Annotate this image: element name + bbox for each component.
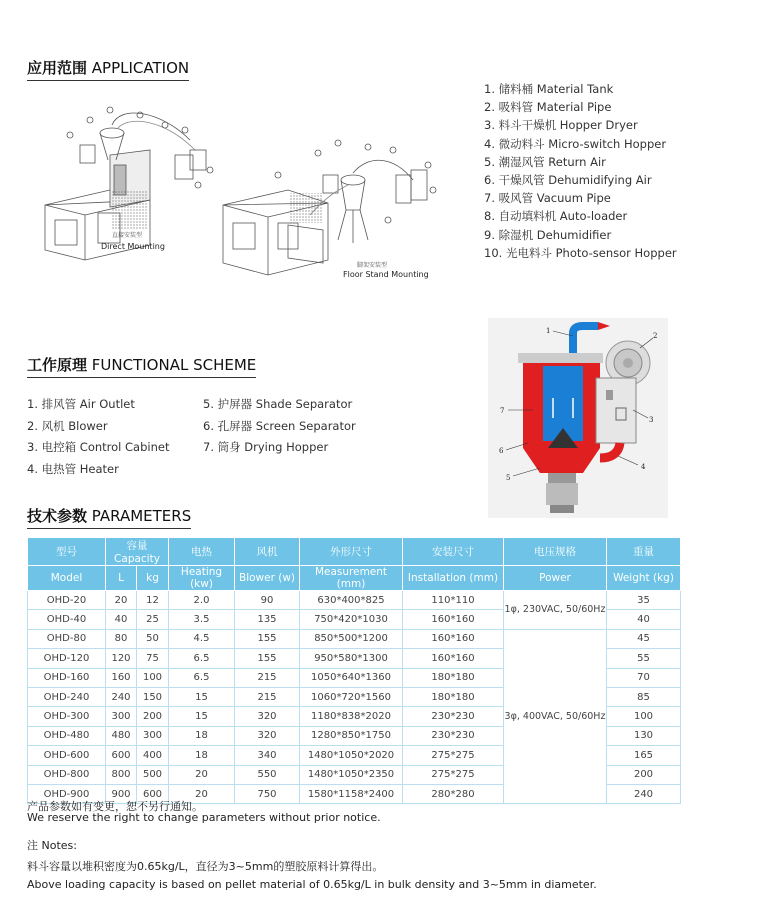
table-cell: 80 — [106, 629, 137, 648]
table-row — [28, 629, 681, 648]
power-cell: 1φ, 230VAC, 50/60Hz — [504, 591, 607, 630]
table-cell: 70 — [607, 668, 681, 687]
table-cell: 180*180 — [403, 687, 504, 706]
table-cell: OHD-800 — [28, 765, 106, 784]
functional-legend-left — [27, 394, 169, 480]
column-header: Heating (kw) — [169, 566, 235, 591]
notes-title: 注 Notes: — [27, 839, 77, 852]
table-cell: 600 — [106, 746, 137, 765]
table-cell: 155 — [235, 649, 300, 668]
table-cell: 50 — [137, 629, 169, 648]
column-header: Model — [28, 566, 106, 591]
direct-mounting-diagram — [40, 95, 230, 265]
table-cell: 85 — [607, 687, 681, 706]
table-cell: 2.0 — [169, 591, 235, 610]
application-legend — [484, 80, 677, 262]
list-item: 2. 风机 Blower — [27, 418, 108, 433]
table-cell: 15 — [169, 707, 235, 726]
functional-title-en: FUNCTIONAL SCHEME — [91, 356, 257, 374]
diagram-label: 4 — [641, 463, 646, 471]
application-title — [27, 57, 189, 81]
table-cell: 20 — [169, 784, 235, 803]
table-cell: 1050*640*1360 — [300, 668, 403, 687]
functional-title-cn: 工作原理 — [27, 356, 88, 374]
table-cell: 240 — [607, 784, 681, 803]
column-header: Measurement (mm) — [300, 566, 403, 591]
table-cell: 320 — [235, 726, 300, 745]
table-cell: 100 — [137, 668, 169, 687]
table-cell: 45 — [607, 629, 681, 648]
table-cell: 480 — [106, 726, 137, 745]
table-cell: 40 — [106, 610, 137, 629]
table-cell: 1480*1050*2020 — [300, 746, 403, 765]
functional-legend-right — [203, 394, 356, 459]
list-item: 3. 电控箱 Control Cabinet — [27, 440, 170, 454]
table-cell: 130 — [607, 726, 681, 745]
list-item: 4. 微动料斗 Micro-switch Hopper — [484, 136, 667, 151]
column-header: kg — [137, 566, 169, 591]
functional-title — [27, 354, 256, 378]
table-cell: 155 — [235, 629, 300, 648]
parameters-title-en: PARAMETERS — [91, 507, 192, 525]
table-cell: OHD-600 — [28, 746, 106, 765]
table-cell: 550 — [235, 765, 300, 784]
table-cell: 630*400*825 — [300, 591, 403, 610]
table-cell: 160 — [106, 668, 137, 687]
list-item: 4. 电热管 Heater — [27, 461, 119, 476]
column-header: Power — [504, 566, 607, 591]
list-item: 2. 吸料管 Material Pipe — [484, 100, 612, 115]
table-row — [28, 591, 681, 610]
table-cell: 500 — [137, 765, 169, 784]
hopper-dryer-diagram — [488, 318, 668, 518]
column-header: 电压规格 — [504, 538, 607, 566]
table-cell: 3.5 — [169, 610, 235, 629]
capacity-note-en: Above loading capacity is based on pellet material of 0.65kg/L in bulk density and 3~5mm in diameter. — [27, 878, 597, 891]
table-cell: 300 — [106, 707, 137, 726]
table-cell: 18 — [169, 746, 235, 765]
table-cell: 6.5 — [169, 668, 235, 687]
diagram-label: 2 — [653, 332, 658, 340]
table-cell: 180*180 — [403, 668, 504, 687]
capacity-note-cn: 料斗容量以堆积密度为0.65kg/L，直径为3~5mm的塑胶原料计算得出。 — [27, 860, 384, 873]
table-cell: 18 — [169, 726, 235, 745]
application-title-en: APPLICATION — [91, 59, 190, 77]
table-cell: 20 — [106, 591, 137, 610]
table-cell: 100 — [607, 707, 681, 726]
diagram-label: 6 — [499, 447, 504, 455]
diagram-label: 1 — [546, 327, 551, 335]
table-cell: 35 — [607, 591, 681, 610]
list-item: 9. 除湿机 Dehumidifier — [484, 227, 612, 242]
table-cell: 1580*1158*2400 — [300, 784, 403, 803]
table-cell: 850*500*1200 — [300, 629, 403, 648]
list-item: 10. 光电料斗 Photo-sensor Hopper — [484, 245, 677, 260]
direct-mounting-caption: Direct Mounting — [101, 242, 165, 251]
floor-stand-diagram — [218, 135, 448, 280]
table-cell: 950*580*1300 — [300, 649, 403, 668]
list-item: 1. 排风管 Air Outlet — [27, 397, 135, 411]
table-cell: 280*280 — [403, 784, 504, 803]
table-cell: OHD-480 — [28, 726, 106, 745]
list-item: 5. 护屏器 Shade Separator — [203, 397, 353, 411]
table-cell: 25 — [137, 610, 169, 629]
direct-mounting-caption-cn: 直接安装型 — [112, 232, 143, 239]
table-cell: 300 — [137, 726, 169, 745]
table-cell: 320 — [235, 707, 300, 726]
header-row-en — [28, 566, 681, 591]
table-cell: 750*420*1030 — [300, 610, 403, 629]
table-cell: 750 — [235, 784, 300, 803]
change-notice-cn: 产品参数如有变更，恕不另行通知。 — [27, 800, 203, 813]
header-row-cn — [28, 538, 681, 566]
table-cell: 40 — [607, 610, 681, 629]
table-cell: 150 — [137, 687, 169, 706]
list-item: 5. 潮湿风管 Return Air — [484, 154, 606, 169]
list-item: 8. 自动填料机 Auto-loader — [484, 209, 628, 224]
table-cell: OHD-80 — [28, 629, 106, 648]
table-cell: OHD-20 — [28, 591, 106, 610]
table-cell: OHD-240 — [28, 687, 106, 706]
column-header: 外形尺寸 — [300, 538, 403, 566]
table-cell: OHD-40 — [28, 610, 106, 629]
table-cell: 600 — [137, 784, 169, 803]
table-cell: 1480*1050*2350 — [300, 765, 403, 784]
table-cell: 200 — [607, 765, 681, 784]
column-header: 风机 — [235, 538, 300, 566]
diagram-label: 7 — [500, 407, 505, 415]
table-cell: OHD-160 — [28, 668, 106, 687]
table-cell: 120 — [106, 649, 137, 668]
table-cell: 275*275 — [403, 746, 504, 765]
table-cell: OHD-300 — [28, 707, 106, 726]
parameters-title-cn: 技术参数 — [27, 507, 88, 525]
application-title-cn: 应用范围 — [27, 59, 88, 77]
power-cell: 3φ, 400VAC, 50/60Hz — [504, 629, 607, 804]
table-cell: 160*160 — [403, 629, 504, 648]
table-cell: 6.5 — [169, 649, 235, 668]
table-cell: 240 — [106, 687, 137, 706]
table-cell: OHD-900 — [28, 784, 106, 803]
column-header: Installation (mm) — [403, 566, 504, 591]
table-cell: OHD-120 — [28, 649, 106, 668]
column-header: L — [106, 566, 137, 591]
list-item: 6. 干燥风管 Dehumidifying Air — [484, 173, 652, 188]
floor-stand-caption-cn: 脚架安装型 — [357, 262, 388, 269]
table-cell: 215 — [235, 687, 300, 706]
change-notice-en: We reserve the right to change parameters without prior notice. — [27, 811, 381, 824]
table-cell: 160*160 — [403, 610, 504, 629]
table-cell: 230*230 — [403, 726, 504, 745]
table-cell: 90 — [235, 591, 300, 610]
table-cell: 800 — [106, 765, 137, 784]
list-item: 1. 储料桶 Material Tank — [484, 82, 614, 96]
floor-stand-caption: Floor Stand Mounting — [343, 270, 429, 279]
parameters-table — [27, 537, 681, 804]
table-cell: 1060*720*1560 — [300, 687, 403, 706]
list-item: 6. 孔屏器 Screen Separator — [203, 418, 356, 433]
column-header: 型号 — [28, 538, 106, 566]
column-header: Weight (kg) — [607, 566, 681, 591]
table-cell: 230*230 — [403, 707, 504, 726]
table-cell: 55 — [607, 649, 681, 668]
parameters-title — [27, 505, 191, 529]
table-cell: 165 — [607, 746, 681, 765]
list-item: 3. 料斗干燥机 Hopper Dryer — [484, 118, 638, 133]
table-cell: 135 — [235, 610, 300, 629]
table-cell: 4.5 — [169, 629, 235, 648]
column-header: 电热 — [169, 538, 235, 566]
table-cell: 160*160 — [403, 649, 504, 668]
column-header: Blower (w) — [235, 566, 300, 591]
column-header: 容量 Capacity — [106, 538, 169, 566]
diagram-label: 5 — [506, 474, 511, 482]
table-cell: 1180*838*2020 — [300, 707, 403, 726]
table-cell: 12 — [137, 591, 169, 610]
list-item: 7. 吸风管 Vacuum Pipe — [484, 191, 611, 206]
table-cell: 15 — [169, 687, 235, 706]
column-header: 重量 — [607, 538, 681, 566]
diagram-label: 3 — [649, 416, 654, 424]
table-cell: 340 — [235, 746, 300, 765]
list-item: 7. 筒身 Drying Hopper — [203, 440, 329, 454]
table-cell: 900 — [106, 784, 137, 803]
table-cell: 200 — [137, 707, 169, 726]
table-cell: 1280*850*1750 — [300, 726, 403, 745]
table-cell: 215 — [235, 668, 300, 687]
parameters-body — [28, 591, 681, 804]
column-header: 安装尺寸 — [403, 538, 504, 566]
table-cell: 275*275 — [403, 765, 504, 784]
table-cell: 400 — [137, 746, 169, 765]
table-cell: 75 — [137, 649, 169, 668]
table-cell: 20 — [169, 765, 235, 784]
table-cell: 110*110 — [403, 591, 504, 610]
